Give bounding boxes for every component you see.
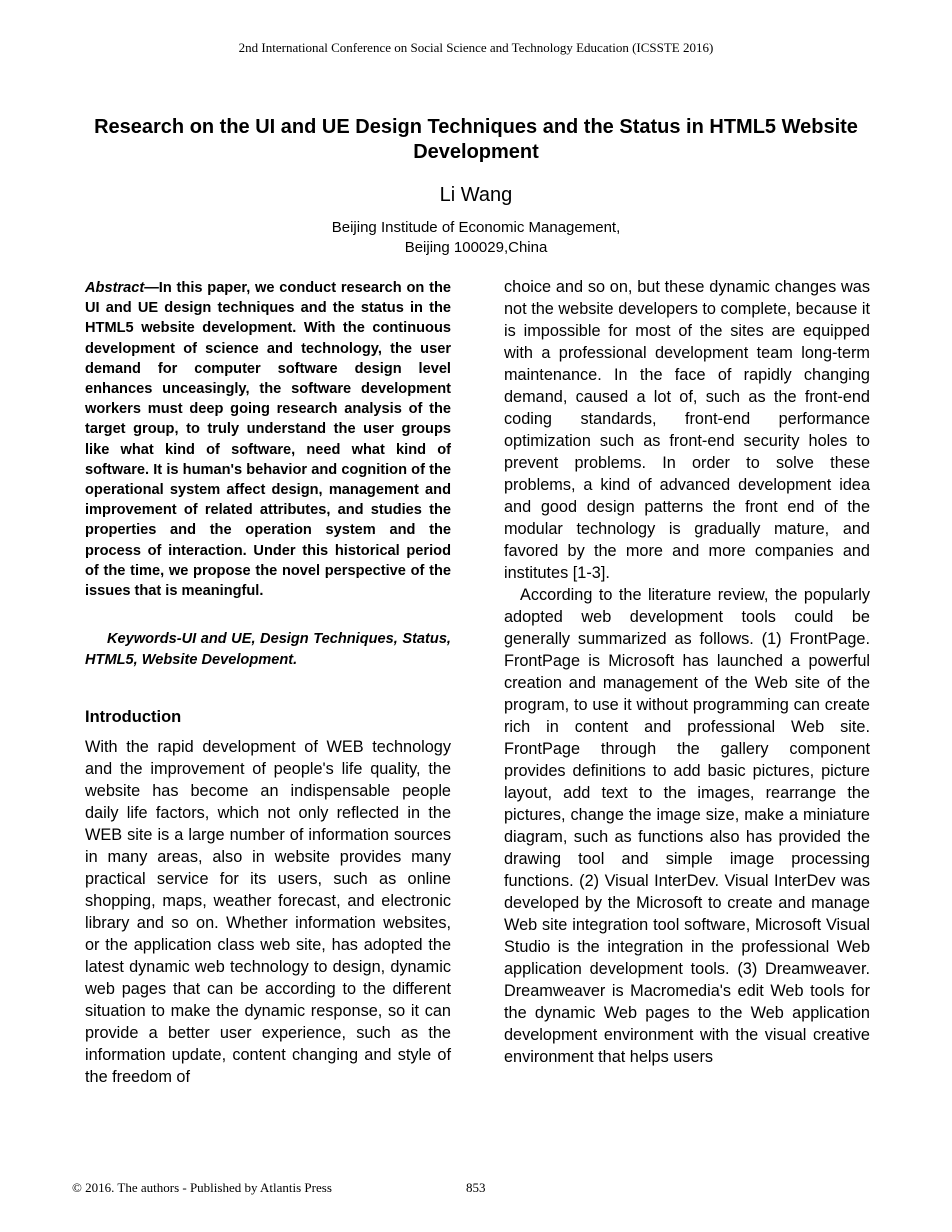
abstract-dash: —: [144, 280, 159, 296]
section-heading-introduction: Introduction: [85, 708, 182, 727]
abstract: [85, 278, 451, 601]
abstract-label: Abstract: [85, 280, 145, 296]
body-paragraph-literature-review: According to the literature review, the popularly adopted web development tools could be generally summarized as follows. (1) FrontPage. FrontPage is Microsoft has launched a powerful creation and management of the Web site of the program, to use it without programming can create rich in content and professional Web site. FrontPage through the gallery component provides definitions to add basic pictures, picture layout, add text to the images, rearrange the pictures, change the image size, make a miniature diagram, such as functions also has provided the drawing tool and simple image processing functions. (2) Visual InterDev. Visual InterDev was developed by the Microsoft to create and manage Web site integration tool software, Microsoft Visual Studio is the integration in the professional Web application development tools. (3) Dreamweaver. Dreamweaver is Macromedia's edit Web tools for the dynamic Web pages to the Web application development environment with the visual creative environment that helps users: [504, 586, 870, 1066]
affiliation-line-1: Beijing Institude of Economic Management,: [331, 219, 621, 236]
footer-copyright: © 2016. The authors - Published by Atlantis Press: [72, 1180, 332, 1195]
author-name: Li Wang: [439, 184, 513, 206]
keywords: Keywords-UI and UE, Design Techniques, Status, HTML5, Website Development.: [85, 631, 451, 668]
abstract-text: In this paper, we conduct research on the UI and UE design techniques and the status in the HTML5 website development. With the continuous development of science and technology, the user demand for computer software design level enhances unceasingly, the software development workers must deep going research analysis of the target group, to truly understand the user groups like what kind of software, need what kind of software. It is human's behavior and cognition of the operational system affect design, management and improvement of related attributes, and studies the properties and the operation system and the process of interaction. Under this historical period of the time, we propose the novel perspective of the issues that is meaningful.: [85, 280, 451, 600]
conference-header: 2nd International Conference on Social Science and Technology Education (ICSSTE 2016): [238, 40, 714, 55]
right-column: [504, 276, 870, 1068]
page-number: 853: [466, 1180, 486, 1195]
left-column: [85, 278, 451, 1088]
paper-title: Research on the UI and UE Design Techniques and the Status in HTML5 Website Development: [94, 116, 858, 163]
body-paragraph: choice and so on, but these dynamic changes was not the website developers to complete, because it is impossible for most of the sites are equipped with a professional development team long-term maintenance. In the face of rapidly changing demand, caused a lot of, such as the front-end coding standards, front-end performance optimization such as front-end security holes to prevent problems. In order to solve these problems, a kind of advanced development idea and good design patterns the front end of the modular technology is gradually mature, and favored by the more and more companies and institutes [1-3].: [504, 278, 870, 582]
affiliation-line-2: Beijing 100029,China: [404, 239, 548, 256]
author-affiliation: [0, 218, 952, 258]
introduction-paragraph: With the rapid development of WEB technology and the improvement of people's life quality, the website has become an indispensable people daily life factors, which not only reflected in the WEB site is a large number of information sources in many areas, also in website provides many practical service for its users, such as online shopping, maps, weather forecast, and electronic library and so on. Whether information websites, or the application class web site, has adopted the latest dynamic web technology to design, dynamic web pages that can be according to the different situation to make the dynamic response, so it can provide a better user experience, such as the information update, content changing and style of the freedom of: [85, 738, 451, 1087]
